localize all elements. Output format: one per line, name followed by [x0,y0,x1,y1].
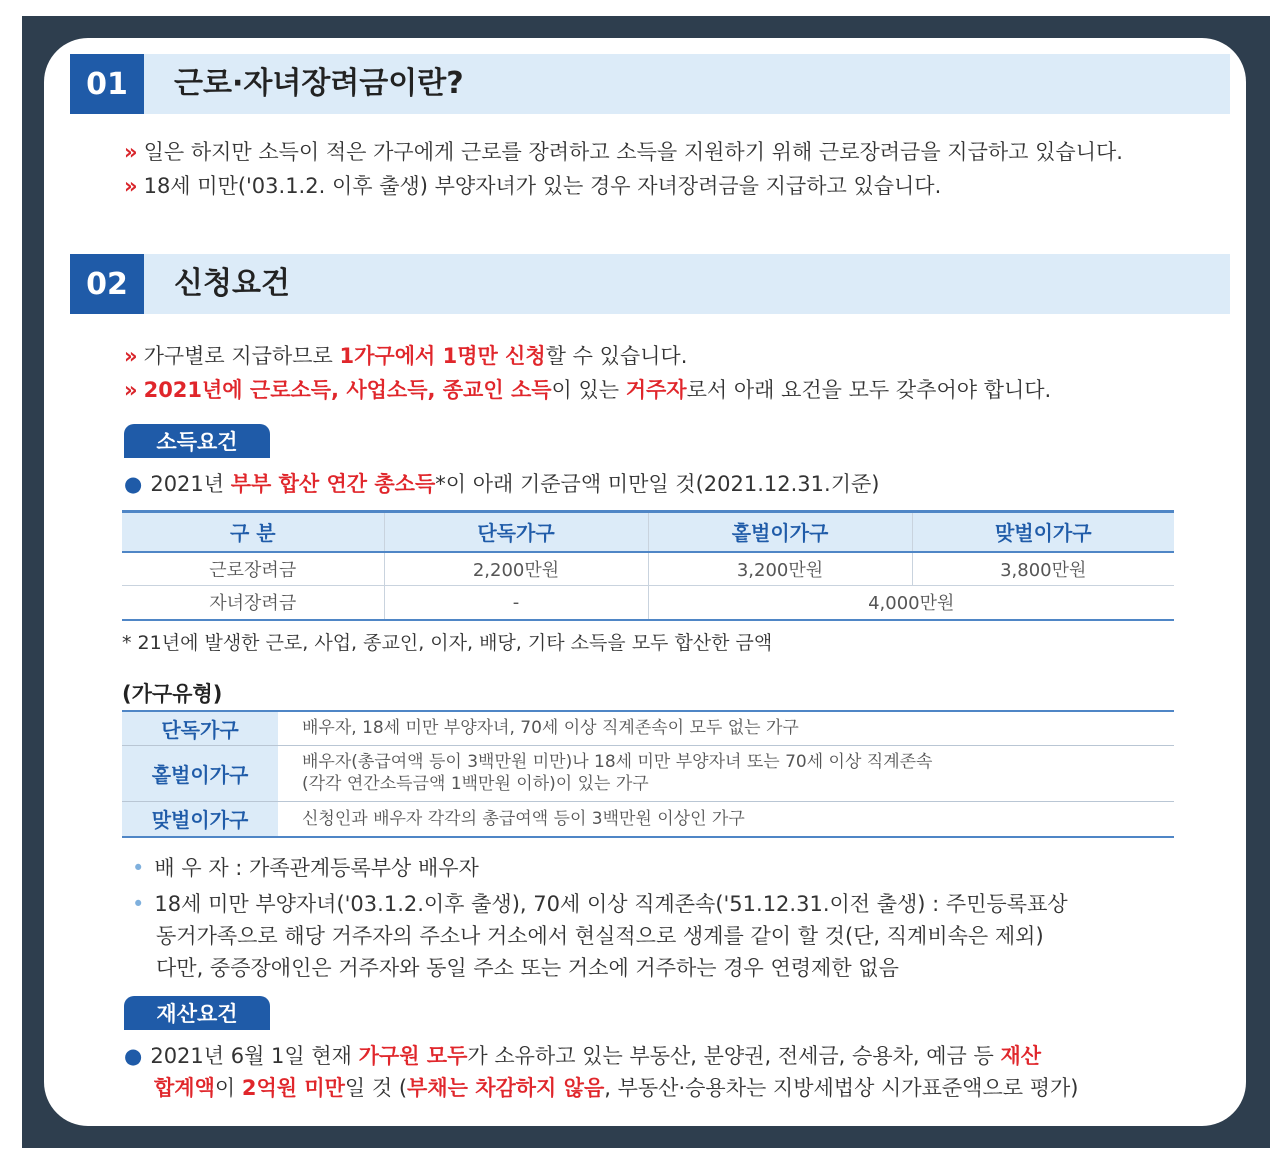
note-dependents-1: • 18세 미만 부양자녀('03.1.2.이후 출생), 70세 이상 직계존속('51.12.31.이전 출생) : 주민등록표상 [132,892,1068,916]
bullet-icon: ● [124,1044,143,1068]
content-card [44,38,1246,1126]
section-number: 02 [70,254,144,314]
property-line-2: 합계액이 2억원 미만일 것 (부채는 차감하지 않음, 부동산·승용차는 지방세법상 시가표준액으로 평가) [154,1076,1079,1100]
section-title: 근로·자녀장려금이란? [174,66,464,101]
income-threshold-table [122,510,1174,621]
income-footnote: * 21년에 발생한 근로, 사업, 종교인, 이자, 배당, 기타 소득을 모두 합산한 금액 [122,632,773,654]
intro-line-1: » 일은 하지만 소득이 적은 가구에게 근로를 장려하고 소득을 지원하기 위해 근로장려금을 지급하고 있습니다. [124,140,1123,164]
section-number: 01 [70,54,144,114]
household-type-title: (가구유형) [122,682,223,706]
household-desc: 배우자, 18세 미만 부양자녀, 70세 이상 직계존속이 모두 없는 가구 [278,711,1174,745]
table-row [122,711,1174,745]
table-row [122,586,1174,620]
note-dependents-2: 동거가족으로 해당 거주자의 주소나 거소에서 현실적으로 생계를 같이 할 것(단, 직계비속은 제외) [156,924,1044,948]
section-01-header [70,54,1230,114]
table-cell: 3,200만원 [648,552,912,586]
table-cell: 자녀장려금 [122,586,384,620]
income-criteria-line: ● 2021년 부부 합산 연간 총소득*이 아래 기준금액 미만일 것(2021.12.31.기준) [124,472,880,496]
household-desc: 신청인과 배우자 각각의 총급여액 등이 3백만원 이상인 가구 [278,801,1174,837]
requirement-line-2: » 2021년에 근로소득, 사업소득, 종교인 소득이 있는 거주자로서 아래 요건을 모두 갖추어야 합니다. [124,378,1052,402]
table-cell: 2,200만원 [384,552,648,586]
bullet-icon: ● [124,472,143,496]
table-cell: 근로장려금 [122,552,384,586]
property-requirement-tag: 재산요건 [124,996,270,1030]
bullet-icon: • [132,892,145,916]
table-row [122,552,1174,586]
arrow-icon: » [124,344,138,368]
note-dependents-3: 다만, 중증장애인은 거주자와 동일 주소 또는 거소에 거주하는 경우 연령제한 없음 [156,956,899,980]
table-header-cell: 구 분 [122,512,384,552]
table-cell: - [384,586,648,620]
note-spouse: • 배 우 자 : 가족관계등록부상 배우자 [132,856,479,880]
table-header-cell: 단독가구 [384,512,648,552]
intro-line-2: » 18세 미만('03.1.2. 이후 출생) 부양자녀가 있는 경우 자녀장려금을 지급하고 있습니다. [124,174,942,198]
household-label: 단독가구 [122,711,278,745]
table-cell: 3,800만원 [912,552,1174,586]
household-label: 맞벌이가구 [122,801,278,837]
arrow-icon: » [124,378,138,402]
table-header-cell: 맞벌이가구 [912,512,1174,552]
arrow-icon: » [124,174,138,198]
arrow-icon: » [124,140,138,164]
bullet-icon: • [132,856,145,880]
table-cell: 4,000만원 [648,586,1174,620]
section-bar [144,254,1230,314]
table-row [122,745,1174,801]
household-desc: 배우자(총급여액 등이 3백만원 미만)나 18세 미만 부양자녀 또는 70세 이상 직계존속 (각각 연간소득금액 1백만원 이하)이 있는 가구 [278,745,1174,801]
income-requirement-tag: 소득요건 [124,424,270,458]
table-header-row [122,512,1174,552]
section-02-header [70,254,1230,314]
household-type-table [122,710,1174,838]
household-label: 홑벌이가구 [122,745,278,801]
table-row [122,801,1174,837]
table-header-cell: 홑벌이가구 [648,512,912,552]
requirement-line-1: » 가구별로 지급하므로 1가구에서 1명만 신청할 수 있습니다. [124,344,688,368]
section-title: 신청요건 [174,266,290,301]
property-line-1: ● 2021년 6월 1일 현재 가구원 모두가 소유하고 있는 부동산, 분양권, 전세금, 승용차, 예금 등 재산 [124,1044,1042,1068]
